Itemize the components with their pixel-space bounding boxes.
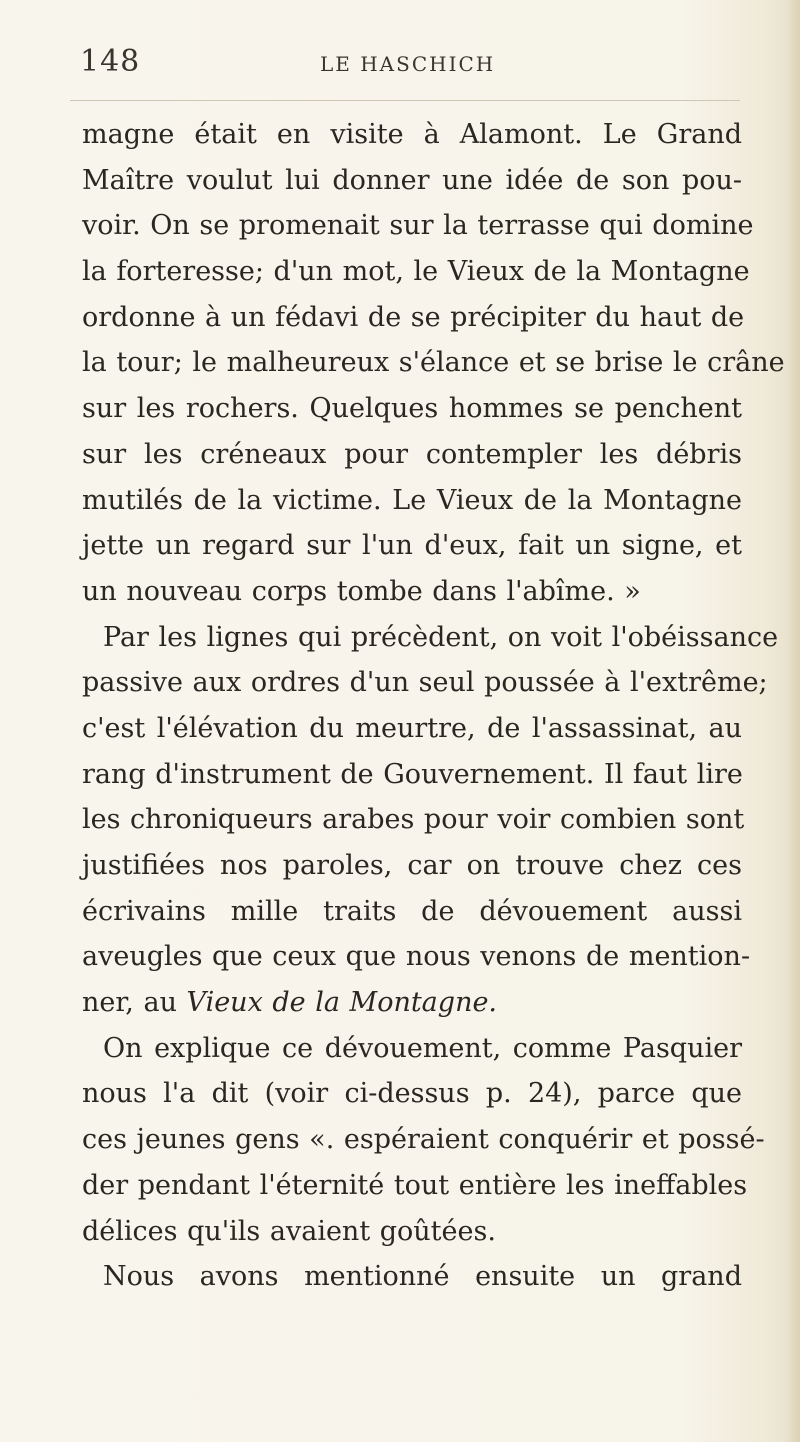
text-line: la tour; le malheureux s'élance et se brise le crâne <box>82 347 785 379</box>
text-line: aveugles que ceux que nous venons de mention- <box>82 941 751 973</box>
text-line: écrivains mille traits de dévouement aussi <box>82 895 742 927</box>
page-edge-shadow <box>786 0 800 1442</box>
text-line: sur les rochers. Quelques hommes se penchent <box>82 393 742 425</box>
paragraph-start-line: Nous avons mentionné ensuite un grand <box>103 1261 742 1293</box>
text-line: justifiées nos paroles, car on trouve chez ces <box>82 850 742 881</box>
header-rule <box>70 100 740 101</box>
body-text <box>82 112 785 1300</box>
text-line: la forteresse; d'un mot, le Vieux de la Montagne <box>82 256 750 288</box>
text-line: passive aux ordres d'un seul poussée à l'extrême; <box>82 667 768 699</box>
paragraph-end-line: un nouveau corps tombe dans l'abîme. » <box>82 575 641 607</box>
italic-book-title: Vieux de la Montagne. <box>186 987 498 1019</box>
text-line: voir. On se promenait sur la terrasse qui domine <box>82 210 754 242</box>
page-header <box>80 44 740 94</box>
paragraph-end-line: délices qu'ils avaient goûtées. <box>82 1215 496 1247</box>
text-line: les chroniqueurs arabes pour voir combien sont <box>82 804 745 836</box>
text-line: ces jeunes gens «. espéraient conquérir et possé- <box>82 1124 765 1156</box>
text-line: magne était en visite à Alamont. Le Grand <box>82 119 742 150</box>
text-line: jette un regard sur l'un d'eux, fait un signe, et <box>82 530 742 562</box>
paragraph-start-line: Par les lignes qui précèdent, on voit l'obéissance <box>103 621 779 653</box>
page-number: 148 <box>80 44 141 79</box>
text-line: c'est l'élévation du meurtre, de l'assassinat, au <box>82 712 742 744</box>
running-title: LE HASCHICH <box>320 52 496 76</box>
text-line: rang d'instrument de Gouvernement. Il faut lire <box>82 758 743 790</box>
paragraph-end-line <box>82 980 742 1026</box>
text-line: Maître voulut lui donner une idée de son pou- <box>82 164 742 196</box>
text-line: sur les créneaux pour contempler les débris <box>82 438 742 470</box>
paragraph-start-line: On explique ce dévouement, comme Pasquier <box>103 1032 742 1064</box>
line-prefix: ner, au <box>82 987 187 1019</box>
text-line: der pendant l'éternité tout entière les ineffables <box>82 1169 748 1201</box>
text-line: ordonne à un fédavi de se précipiter du haut de <box>82 301 745 333</box>
text-line: nous l'a dit (voir ci-dessus p. 24), parce que <box>82 1078 742 1110</box>
text-line: mutilés de la victime. Le Vieux de la Montagne <box>82 484 742 516</box>
